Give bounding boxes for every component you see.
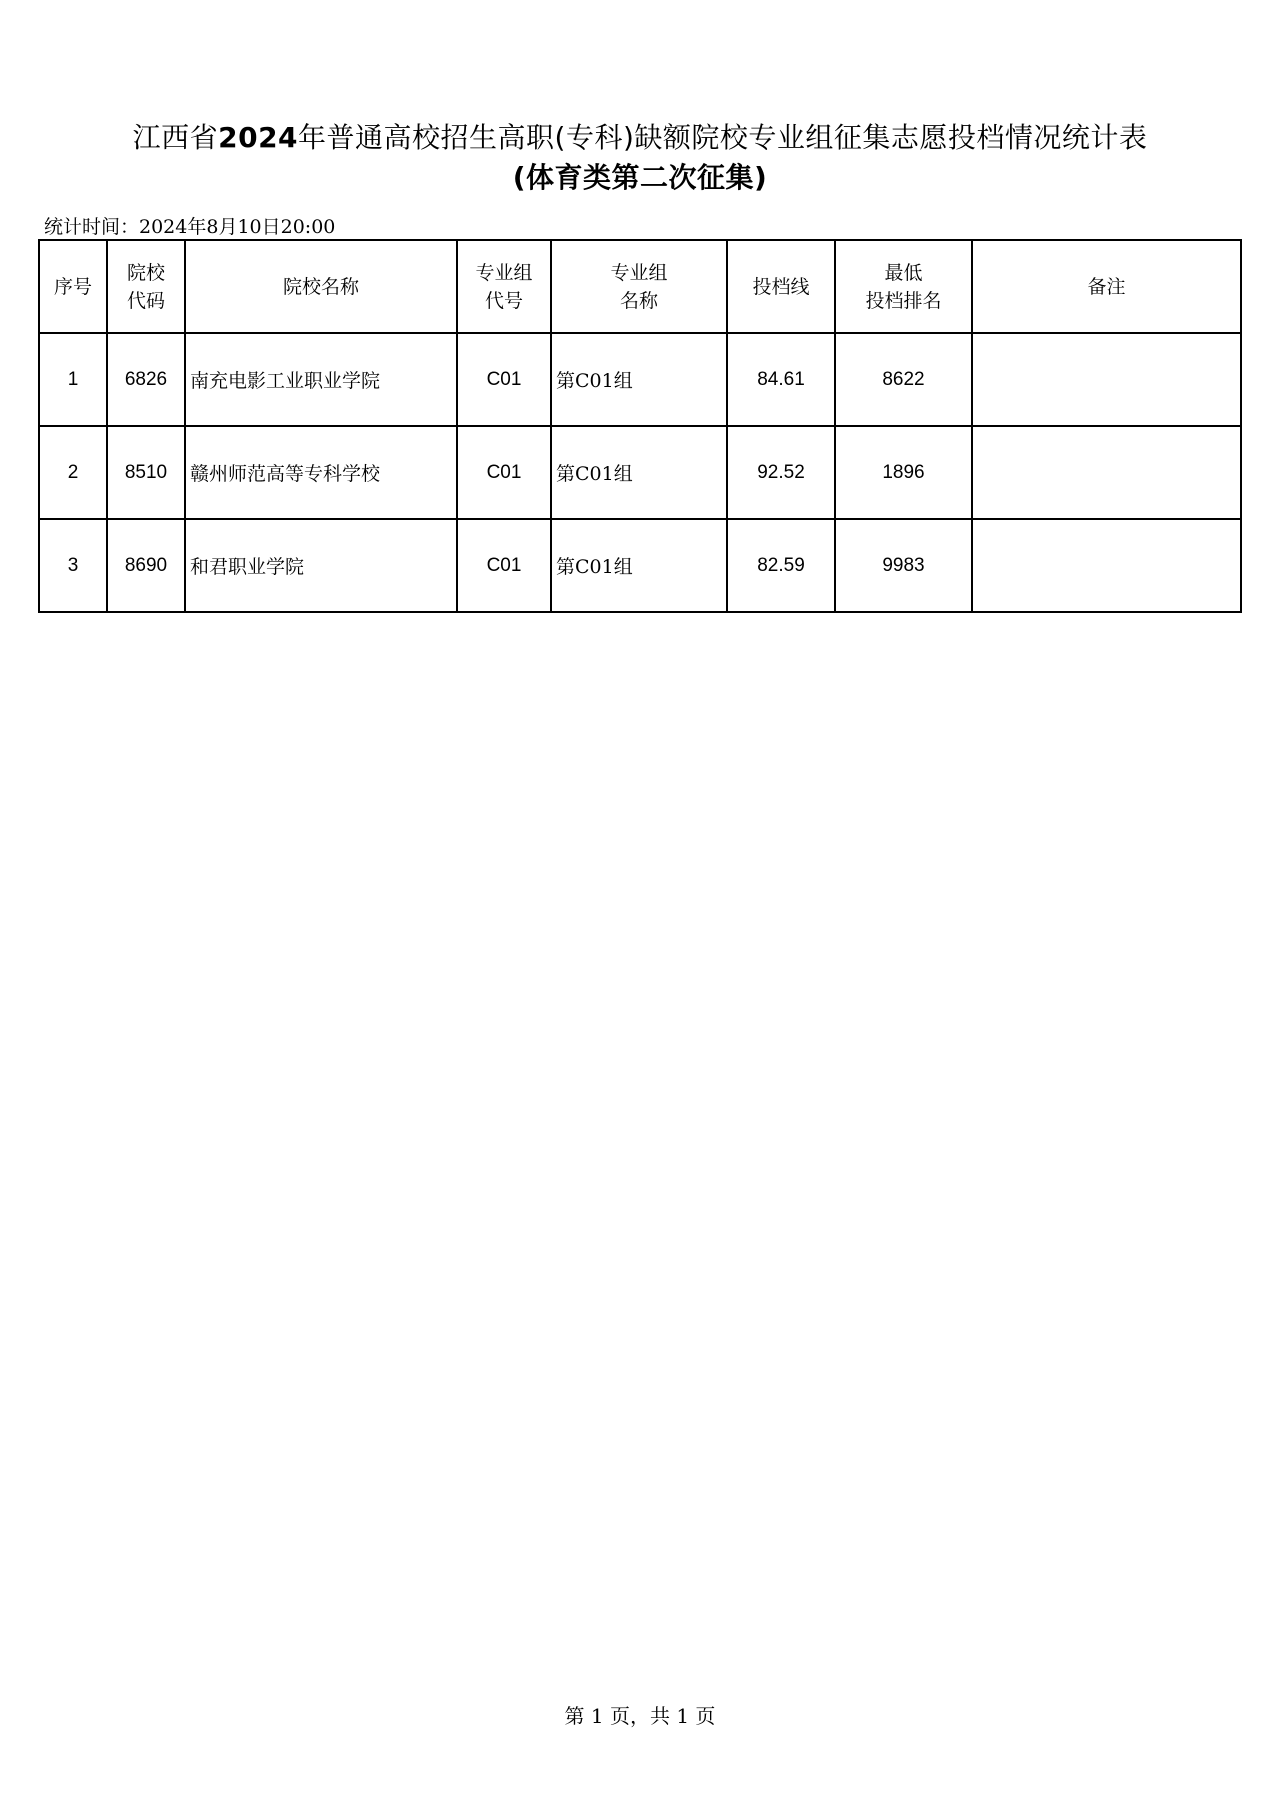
cell-min-rank: 8622: [835, 333, 972, 426]
cell-min-rank: 9983: [835, 519, 972, 612]
cell-remark: [972, 519, 1241, 612]
cell-cutoff: 82.59: [727, 519, 835, 612]
header-min-rank: [835, 240, 972, 333]
title-prefix: 江西省: [132, 121, 219, 154]
stat-time: 统计时间：2024年8月10日20:00: [44, 216, 336, 238]
admission-table: [38, 239, 1242, 613]
cell-school-name: 赣州师范高等专科学校: [185, 426, 457, 519]
cell-school-code: 8690: [107, 519, 185, 612]
title-suffix: 年普通高校招生高职(专科)缺额院校专业组征集志愿投档情况统计表: [298, 121, 1148, 154]
cell-remark: [972, 333, 1241, 426]
cell-group-name: 第C01组: [551, 333, 727, 426]
header-min-rank-line2: 投档排名: [865, 289, 942, 312]
cell-seq: 3: [39, 519, 107, 612]
cell-seq: 1: [39, 333, 107, 426]
header-school-code-line1: 院校: [126, 261, 165, 284]
table-row: [39, 519, 1241, 612]
cell-group-code: C01: [457, 426, 551, 519]
header-group-name-line2: 名称: [619, 289, 658, 312]
title-year: 2024: [218, 121, 299, 154]
page-footer: 第 1 页，共 1 页: [564, 1704, 716, 1728]
table-row: [39, 426, 1241, 519]
document-title-line1: [0, 118, 1280, 158]
header-group-code: [457, 240, 551, 333]
cell-group-code: C01: [457, 519, 551, 612]
cell-group-code: C01: [457, 333, 551, 426]
header-school-code-line2: 代码: [126, 289, 165, 312]
header-group-name: [551, 240, 727, 333]
cell-min-rank: 1896: [835, 426, 972, 519]
cell-cutoff: 92.52: [727, 426, 835, 519]
header-group-name-line1: 专业组: [610, 261, 668, 284]
cell-group-name: 第C01组: [551, 426, 727, 519]
cell-remark: [972, 426, 1241, 519]
cell-school-code: 8510: [107, 426, 185, 519]
header-remark: 备注: [972, 240, 1241, 333]
cell-school-name: 和君职业学院: [185, 519, 457, 612]
header-cutoff: 投档线: [727, 240, 835, 333]
table-row: [39, 333, 1241, 426]
document-title-line2: (体育类第二次征集): [512, 161, 768, 194]
header-group-code-line1: 专业组: [475, 261, 533, 284]
header-seq: 序号: [39, 240, 107, 333]
cell-school-name: 南充电影工业职业学院: [185, 333, 457, 426]
header-min-rank-line1: 最低: [884, 261, 923, 284]
cell-seq: 2: [39, 426, 107, 519]
header-school-code: [107, 240, 185, 333]
cell-cutoff: 84.61: [727, 333, 835, 426]
header-school-name: 院校名称: [185, 240, 457, 333]
header-group-code-line2: 代号: [484, 289, 523, 312]
cell-group-name: 第C01组: [551, 519, 727, 612]
cell-school-code: 6826: [107, 333, 185, 426]
table-header-row: [39, 240, 1241, 333]
